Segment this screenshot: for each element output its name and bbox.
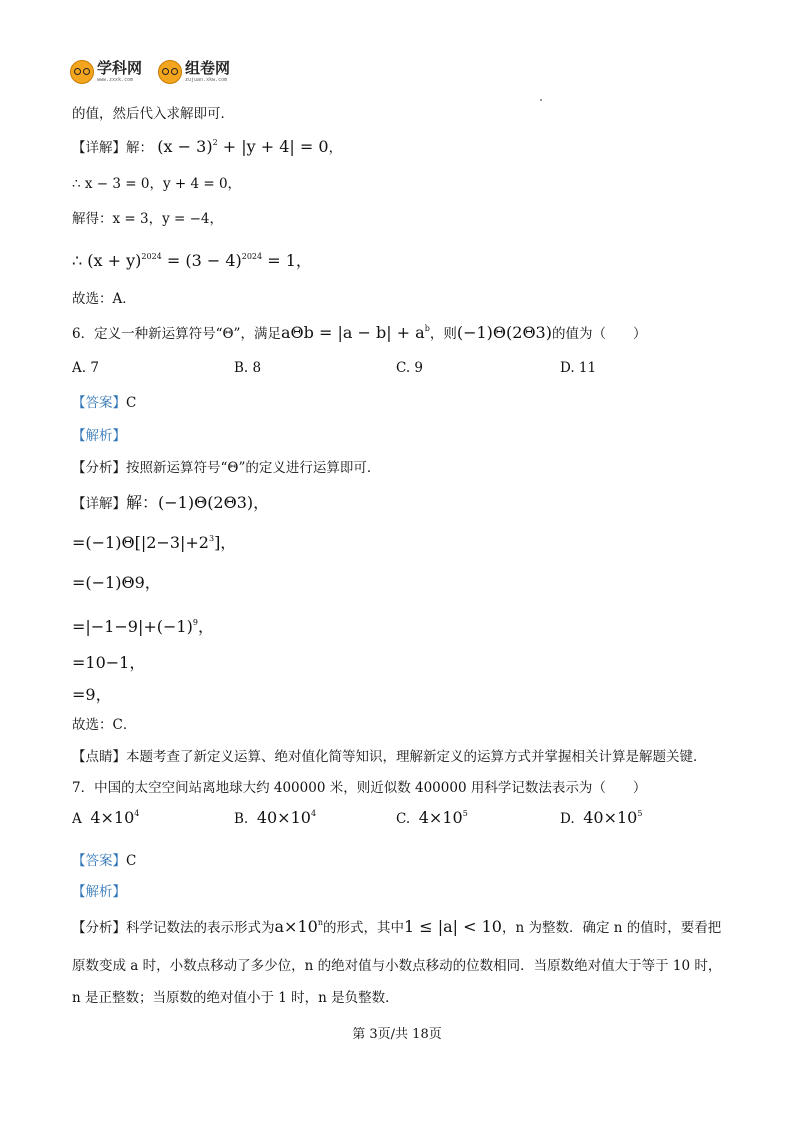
brand-zujuanwang[interactable] (158, 60, 230, 84)
option-math: 4×10 (90, 808, 135, 827)
q5-step: 解得：x = 3，y = −4， (72, 211, 224, 227)
detail-tag: 【详解】 (72, 496, 126, 512)
q5-detail-line (72, 136, 342, 156)
header-logo (70, 60, 246, 84)
step: ， (197, 617, 214, 636)
page-footer: 第 3页/共 18页 (352, 1027, 442, 1042)
brand2-url: zujuan.xkw.com (185, 77, 228, 83)
exponent: 2 (212, 138, 218, 147)
analysis-text: 按照新运算符号“Θ”的定义进行运算即可． (126, 460, 381, 476)
answer-value: C (126, 395, 137, 411)
option-label: D. (560, 811, 575, 827)
option-label: A (72, 811, 82, 827)
step: =|−1−9|+(−1) (72, 617, 193, 636)
equation (157, 137, 328, 156)
option-math: 4×10 (418, 808, 463, 827)
q6-answer (72, 391, 136, 411)
punct: ， (328, 140, 343, 156)
exponent: 4 (310, 809, 317, 818)
q7-analysis: n 是正整数；当原数的绝对值小于 1 时，n 是负整数． (72, 990, 399, 1006)
step: =(−1)Θ[|2−3|+2 (72, 533, 209, 552)
equation-part: ∴ (x + y) (72, 251, 142, 270)
scan-speck (540, 99, 542, 101)
answer-tag: 【答案】 (72, 395, 126, 411)
equation-part: (x − 3) (157, 137, 213, 156)
q5-choice: 故选：A． (72, 291, 136, 307)
brand1-name: 学科网 (97, 59, 143, 77)
comment-tag: 【点睛】 (72, 749, 126, 765)
exponent: 3 (208, 534, 215, 543)
stem-text: 的值为（ ） (551, 326, 647, 342)
stem-text: ，则 (429, 326, 457, 342)
q6-comment (72, 745, 707, 765)
brand-xuekewang[interactable] (70, 60, 142, 84)
q6-step (72, 614, 214, 637)
analysis-math: 1 ≤ |a| < 10 (403, 917, 502, 936)
exponent: b (424, 324, 430, 333)
exponent: 9 (192, 618, 198, 627)
option-d[interactable] (560, 808, 642, 827)
exponent: n (317, 918, 323, 927)
q7-analysis (72, 916, 721, 936)
option-c[interactable] (396, 808, 468, 827)
q6-step: =10−1， (72, 653, 146, 672)
q6-analysis-tag: 【解析】 (72, 428, 126, 444)
q7-stem: 7．中国的太空空间站离地球大约 400000 米，则近似数 400000 用科学记数法表示为（ ） (72, 780, 647, 796)
exponent: 2024 (141, 252, 162, 261)
stem-math: (−1)Θ(2Θ3) (456, 323, 552, 342)
answer-tag: 【答案】 (72, 853, 126, 869)
stem-math: aΘb = |a − b| + a (280, 323, 425, 342)
detail-tag: 【详解】 (72, 140, 126, 156)
analysis-sub-tag: 【分析】 (72, 460, 126, 476)
q6-step: =9， (72, 685, 112, 704)
analysis-sub-tag: 【分析】 (72, 920, 126, 936)
option-label: C. (396, 811, 411, 827)
q5-step (72, 248, 312, 271)
exponent: 2024 (241, 252, 263, 261)
option-label: B. (234, 811, 249, 827)
option-a[interactable]: A. 7 (72, 360, 99, 376)
option-math: 40×10 (583, 808, 638, 827)
analysis-math: a×10 (274, 917, 318, 936)
analysis-text: 的形式，其中 (322, 920, 404, 936)
detail-text: 解： (126, 140, 153, 156)
step: ]， (214, 533, 237, 552)
exponent: 5 (462, 809, 468, 818)
option-math: 40×10 (256, 808, 311, 827)
analysis-text: 科学记数法的表示形式为 (126, 920, 275, 936)
equation-part: = 1， (262, 251, 312, 270)
q5-tail-line: 的值，然后代入求解即可． (72, 106, 234, 122)
option-c[interactable]: C. 9 (396, 360, 424, 376)
equation-part: = (3 − 4) (161, 251, 242, 270)
q7-analysis: 原数变成 a 时，小数点移动了多少位，n 的绝对值与小数点移动的位数相同．当原数绝对值大于等于 10 时， (72, 958, 722, 974)
option-a[interactable] (72, 808, 139, 827)
stem-text: 6．定义一种新运算符号“Θ”，满足 (72, 326, 281, 342)
q6-choice: 故选：C． (72, 717, 137, 733)
q6-step (72, 530, 236, 553)
option-b[interactable]: B. 8 (234, 360, 262, 376)
q6-detail (72, 490, 269, 513)
option-d[interactable]: D. 11 (560, 360, 597, 376)
equation-part: + |y + 4| = 0 (217, 137, 329, 156)
exponent: 4 (134, 809, 140, 818)
q6-analysis (72, 456, 380, 476)
q6-stem (72, 322, 646, 342)
brand1-url: www.zxxk.com (97, 77, 134, 83)
q5-step: ∴ x − 3 = 0，y + 4 = 0， (72, 176, 242, 192)
answer-value: C (126, 853, 137, 869)
owl-logo-icon (158, 60, 182, 84)
exponent: 5 (637, 809, 643, 818)
q6-step: =(−1)Θ9， (72, 573, 161, 592)
q7-analysis-tag: 【解析】 (72, 884, 126, 900)
owl-logo-icon (70, 60, 94, 84)
brand2-name: 组卷网 (185, 59, 231, 77)
q7-answer (72, 849, 136, 869)
option-b[interactable] (234, 808, 316, 827)
step: 解：(−1)Θ(2Θ3)， (126, 493, 270, 512)
comment-text: 本题考查了新定义运算、绝对值化简等知识，理解新定义的运算方式并掌握相关计算是解题关键． (126, 749, 707, 765)
analysis-text: ，n 为整数．确定 n 的值时，要看把 (501, 920, 722, 936)
